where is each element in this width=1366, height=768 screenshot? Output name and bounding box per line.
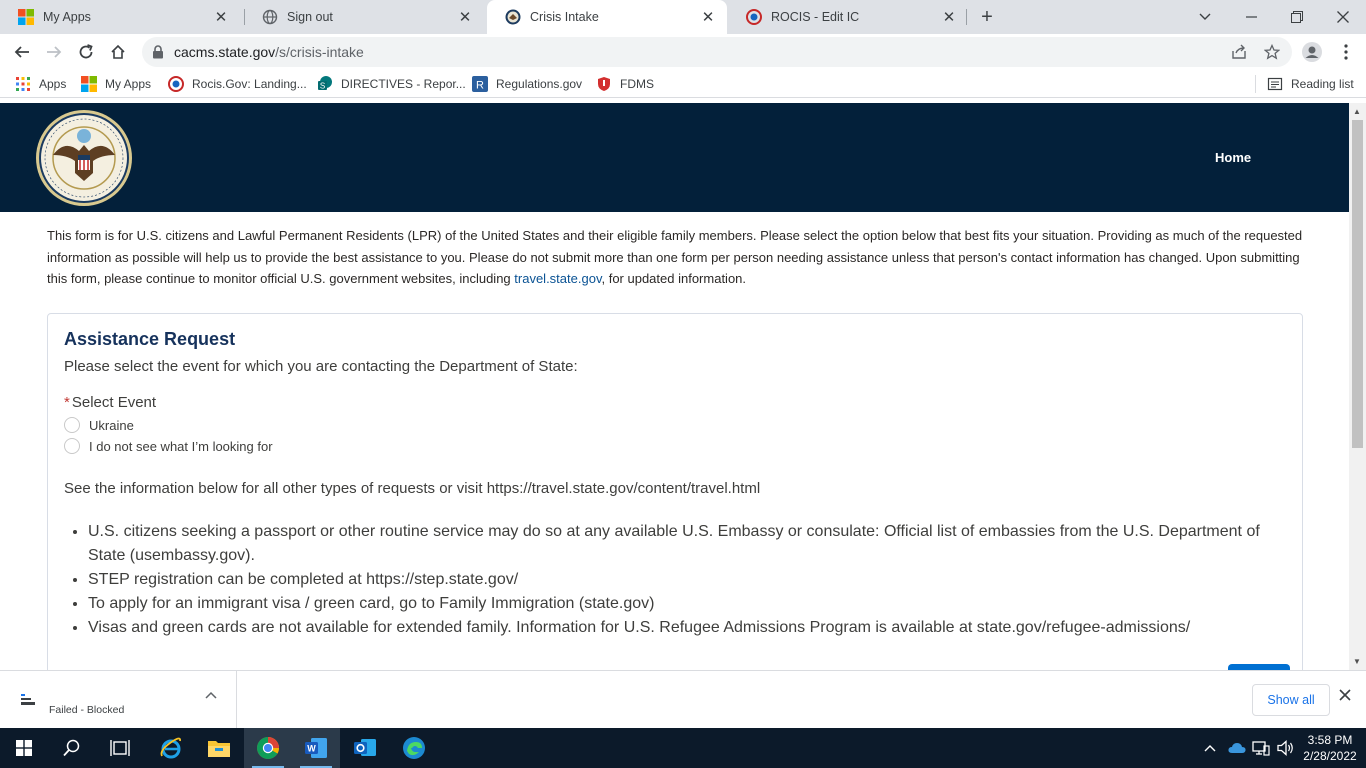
assistance-request-card bbox=[47, 313, 1303, 670]
tab-separator bbox=[966, 9, 967, 25]
restore-button[interactable] bbox=[1274, 0, 1320, 34]
download-item[interactable] bbox=[0, 671, 237, 728]
tab-search-chevron-icon[interactable] bbox=[1182, 0, 1228, 34]
tab-rocis-edit[interactable] bbox=[728, 0, 968, 34]
home-icon bbox=[110, 44, 126, 60]
bookmark-my-apps[interactable] bbox=[81, 75, 151, 93]
volume-icon[interactable] bbox=[1277, 728, 1295, 768]
nav-home-link[interactable]: Home bbox=[1215, 150, 1252, 165]
new-tab-button[interactable]: + bbox=[981, 6, 993, 28]
close-tab-icon[interactable]: ✕ bbox=[701, 9, 715, 26]
list-item: • STEP registration can be completed at https://step.state.gov/ bbox=[88, 568, 1278, 592]
reading-list-icon bbox=[1267, 76, 1283, 92]
show-all-downloads-button[interactable]: Show all bbox=[1252, 684, 1330, 716]
bookmark-label: DIRECTIVES - Repor... bbox=[341, 77, 466, 91]
reading-list-button[interactable] bbox=[1267, 75, 1354, 93]
bookmarks-separator bbox=[1255, 75, 1256, 93]
sharepoint-icon bbox=[317, 76, 333, 92]
close-window-button[interactable] bbox=[1320, 0, 1366, 34]
bookmark-regulations[interactable] bbox=[472, 75, 582, 93]
rocis-icon bbox=[168, 76, 184, 92]
onedrive-cloud-icon[interactable] bbox=[1228, 728, 1246, 768]
card-subtitle: Please select the event for which you are contacting the Department of State: bbox=[64, 358, 578, 375]
field-label-text: Select Event bbox=[71, 394, 157, 411]
tab-sign-out[interactable] bbox=[244, 0, 484, 34]
chevron-up-icon[interactable] bbox=[205, 691, 217, 699]
reload-icon bbox=[78, 44, 94, 60]
intro-text-end: , for updated information. bbox=[601, 271, 747, 286]
address-bar[interactable] bbox=[142, 37, 1292, 67]
radio-button[interactable] bbox=[64, 438, 80, 454]
regulations-icon bbox=[472, 76, 488, 92]
travel-state-gov-link[interactable]: travel.state.gov bbox=[514, 271, 602, 286]
globe-icon bbox=[262, 9, 278, 25]
word-icon[interactable] bbox=[292, 728, 340, 768]
rocis-icon bbox=[746, 9, 762, 25]
system-clock[interactable] bbox=[1302, 732, 1358, 764]
bookmarks-bar bbox=[0, 70, 1366, 98]
tab-label: Sign out bbox=[287, 10, 333, 24]
select-event-label bbox=[64, 394, 156, 411]
radio-label: I do not see what I’m looking for bbox=[89, 438, 273, 454]
windows-taskbar bbox=[0, 728, 1366, 768]
list-item: • Visas and green cards are not available for extended family. Information for U.S. Refugee Admissions Program is available at state.gov/refugee-admissions/ bbox=[88, 616, 1278, 640]
intro-paragraph bbox=[47, 225, 1303, 290]
list-item: • To apply for an immigrant visa / green card, go to Family Immigration (state.gov) bbox=[88, 592, 1278, 616]
scroll-up-arrow-icon[interactable]: ▲ bbox=[1353, 107, 1361, 116]
bookmark-directives[interactable] bbox=[317, 75, 466, 93]
tab-label: Crisis Intake bbox=[530, 10, 599, 24]
bookmark-label: Rocis.Gov: Landing... bbox=[192, 77, 307, 91]
browser-menu-icon[interactable] bbox=[1332, 38, 1360, 66]
clock-date: 2/28/2022 bbox=[1303, 749, 1357, 763]
state-seal-icon bbox=[505, 9, 521, 25]
microsoft-icon bbox=[81, 76, 97, 92]
network-icon[interactable] bbox=[1252, 728, 1270, 768]
minimize-button[interactable] bbox=[1228, 0, 1274, 34]
file-explorer-icon[interactable] bbox=[195, 728, 243, 768]
apps-grid-icon bbox=[15, 76, 31, 92]
list-item: • U.S. citizens seeking a passport or other routine service may do so at any available U.S. Embassy or consulate: Official list of embassies from the U.S. Department of State (usembassy.gov). bbox=[88, 520, 1278, 568]
close-tab-icon[interactable]: ✕ bbox=[214, 9, 228, 26]
page-scrollbar[interactable] bbox=[1349, 103, 1366, 670]
close-tab-icon[interactable]: ✕ bbox=[942, 9, 956, 26]
tab-my-apps[interactable] bbox=[0, 0, 240, 34]
bookmark-star-icon[interactable] bbox=[1263, 43, 1281, 61]
bookmark-label: My Apps bbox=[105, 77, 152, 91]
info-text: See the information below for all other types of requests or visit https://travel.state.gov/content/travel.html bbox=[64, 480, 761, 497]
shield-icon bbox=[596, 76, 612, 92]
svg-text:R: R bbox=[476, 79, 484, 92]
download-status: Failed - Blocked bbox=[49, 704, 125, 716]
bookmark-apps[interactable] bbox=[15, 75, 66, 93]
radio-label: Ukraine bbox=[89, 417, 134, 433]
home-button[interactable] bbox=[104, 38, 132, 66]
browser-tab-strip bbox=[0, 0, 1366, 34]
share-icon[interactable] bbox=[1230, 43, 1248, 61]
bookmark-fdms[interactable] bbox=[596, 75, 654, 93]
lock-icon bbox=[152, 45, 164, 59]
back-button[interactable] bbox=[8, 38, 36, 66]
clock-time: 3:58 PM bbox=[1307, 733, 1353, 747]
url-text: cacms.state.gov/s/crisis-intake bbox=[174, 44, 364, 60]
bookmark-label: Apps bbox=[39, 77, 67, 91]
download-bar bbox=[0, 670, 1366, 728]
task-view-icon[interactable] bbox=[96, 728, 144, 768]
info-bullet-list bbox=[88, 520, 1278, 640]
tab-label: My Apps bbox=[43, 10, 91, 24]
site-header bbox=[0, 103, 1349, 212]
outlook-icon[interactable] bbox=[341, 728, 389, 768]
page-viewport bbox=[0, 103, 1349, 670]
department-of-state-seal-logo[interactable] bbox=[35, 109, 133, 207]
browser-toolbar bbox=[0, 34, 1366, 70]
chrome-icon[interactable] bbox=[244, 728, 292, 768]
scrollbar-thumb[interactable] bbox=[1352, 120, 1363, 448]
reload-button[interactable] bbox=[72, 38, 100, 66]
profile-avatar-icon[interactable] bbox=[1298, 38, 1326, 66]
reading-list-label: Reading list bbox=[1291, 77, 1354, 91]
bookmark-label: FDMS bbox=[620, 77, 654, 91]
required-asterisk: * bbox=[64, 394, 70, 411]
radio-option-ukraine[interactable] bbox=[64, 415, 134, 435]
bookmark-rocis[interactable] bbox=[168, 75, 307, 93]
blocked-file-icon bbox=[20, 693, 36, 707]
show-hidden-icons-chevron-icon[interactable] bbox=[1204, 728, 1216, 768]
svg-text:S: S bbox=[319, 81, 326, 91]
tab-label: ROCIS - Edit IC bbox=[771, 10, 860, 24]
radio-button[interactable] bbox=[64, 417, 80, 433]
forward-button[interactable] bbox=[40, 38, 68, 66]
close-tab-icon[interactable]: ✕ bbox=[458, 9, 472, 26]
svg-text:W: W bbox=[307, 743, 316, 754]
card-title: Assistance Request bbox=[64, 329, 236, 349]
intro-text: This form is for U.S. citizens and Lawful Permanent Residents (LPR) of the United States and their eligible family members. Please select the option below that best fits your situation. Providing as much of the requested information as possible will help us to provide the best assistance to you. Please do not submit more than one form per person needing assistance unless that person's contact information has changed. Upon submitting this form, please continue to monitor official U.S. government websites, including bbox=[47, 228, 1303, 286]
close-download-bar-icon[interactable] bbox=[1339, 689, 1351, 701]
windows-start-icon[interactable] bbox=[0, 728, 48, 768]
radio-option-not-listed[interactable] bbox=[64, 436, 273, 456]
forward-arrow-icon bbox=[46, 44, 62, 60]
bookmark-label: Regulations.gov bbox=[496, 77, 583, 91]
microsoft-icon bbox=[18, 9, 34, 25]
scroll-down-arrow-icon[interactable]: ▼ bbox=[1353, 657, 1361, 666]
back-arrow-icon bbox=[14, 44, 30, 60]
internet-explorer-icon[interactable] bbox=[147, 728, 195, 768]
search-icon[interactable] bbox=[48, 728, 96, 768]
tab-crisis-intake[interactable] bbox=[487, 0, 727, 34]
edge-icon[interactable] bbox=[390, 728, 438, 768]
